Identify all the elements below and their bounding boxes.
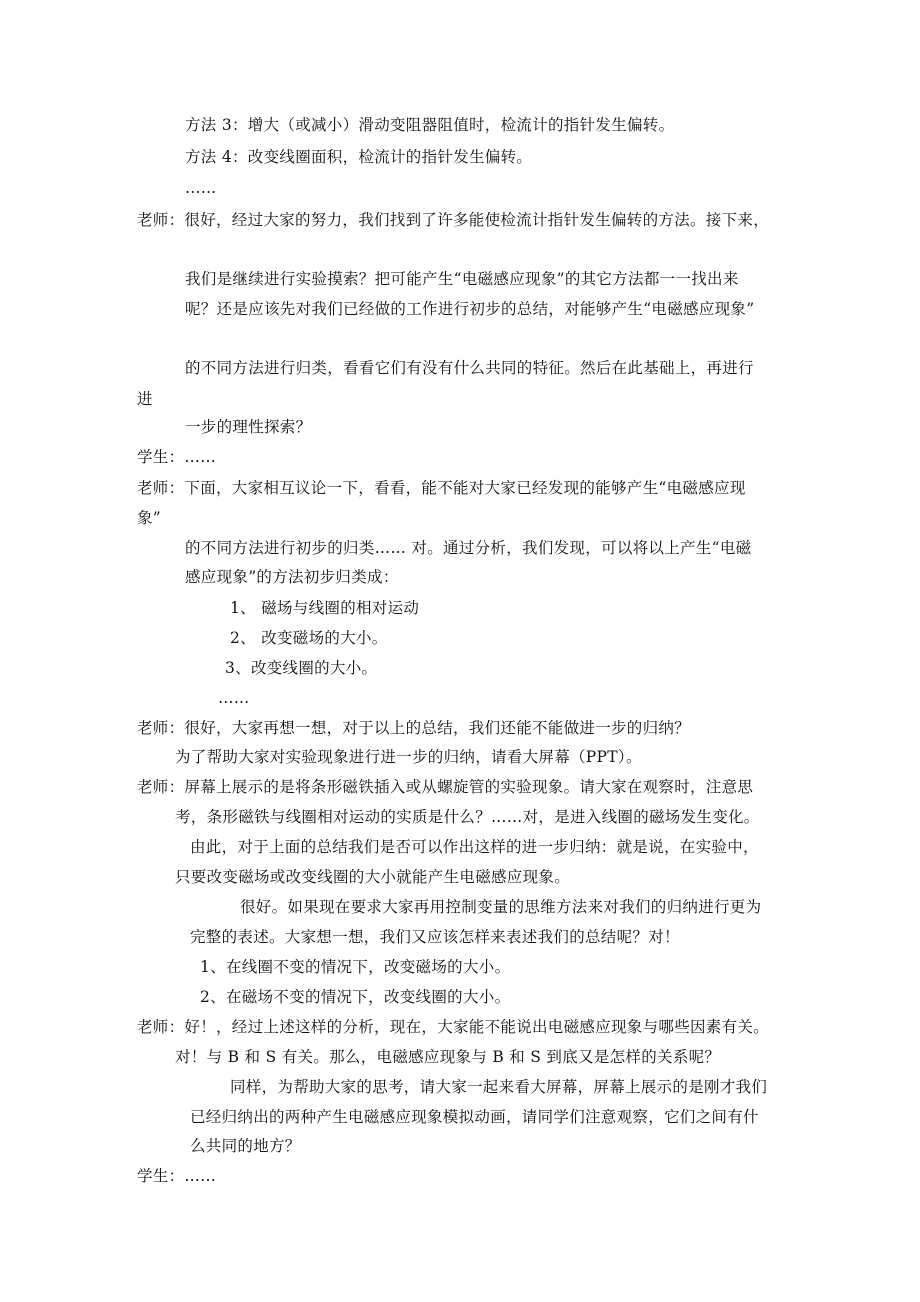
text-line: 一步的理性探索？ [185, 418, 312, 436]
teacher-line: 老师：下面，大家相互议论一下，看看，能不能对大家已经发现的能够产生“电磁感应现 [137, 479, 746, 497]
student-line: 学生：…… [137, 448, 217, 466]
teacher-line: 老师：屏幕上展示的是将条形磁铁插入或从螺旋管的实验现象。请大家在观察时，注意思 [137, 778, 754, 796]
teacher-line: 老师：好！，经过上述这样的分析，现在，大家能不能说出电磁感应现象与哪些因素有关。 [137, 1018, 770, 1036]
text-line: 感应现象”的方法初步归类成： [185, 568, 399, 586]
text-line: 由此，对于上面的总结我们是否可以作出这样的进一步归纳：就是说，在实验中， [190, 838, 759, 856]
text-line: 同样，为帮助大家的思考，请大家一起来看大屏幕，屏幕上展示的是刚才我们 [230, 1078, 768, 1096]
list-item: 1、在线圈不变的情况下，改变磁场的大小。 [200, 958, 511, 976]
text-line: 呢？还是应该先对我们已经做的工作进行初步的总结，对能够产生“电磁感应现象” [185, 300, 755, 318]
text-line: 的不同方法进行初步的归类…… 对。通过分析，我们发现，可以将以上产生“电磁 [185, 539, 752, 557]
text-line: 只要改变磁场或改变线圈的大小就能产生电磁感应现象。 [175, 868, 571, 886]
list-item: 2、在磁场不变的情况下，改变线圈的大小。 [200, 988, 511, 1006]
method-4-line: 方法 4：改变线圈面积，检流计的指针发生偏转。 [185, 148, 533, 166]
teacher-line: 老师：很好，大家再想一想，对于以上的总结，我们还能不能做进一步的归纳？ [137, 719, 691, 737]
list-item: 3、改变线圈的大小。 [225, 659, 378, 677]
text-line: 已经归纳出的两种产生电磁感应现象模拟动画，请同学们注意观察，它们之间有什 [190, 1108, 759, 1126]
text-line: 很好。如果现在要求大家再用控制变量的思维方法来对我们的归纳进行更为 [240, 898, 762, 916]
ellipsis-line: …… [218, 689, 250, 707]
text-line: 进 [137, 390, 153, 408]
text-line: 么共同的地方？ [190, 1137, 301, 1155]
ellipsis-line: …… [185, 179, 217, 197]
text-line: 完整的表述。大家想一想，我们又应该怎样来表述我们的总结呢？对！ [190, 928, 680, 946]
text-line: 对！与 B 和 S 有关。那么，电磁感应现象与 B 和 S 到底又是怎样的关系呢？ [175, 1048, 721, 1066]
method-3-line: 方法 3：增大（或减小）滑动变阻器阻值时，检流计的指针发生偏转。 [185, 116, 675, 134]
teacher-line: 老师：很好，经过大家的努力，我们找到了许多能使检流计指针发生偏转的方法。接下来， [137, 211, 770, 229]
text-line: 为了帮助大家对实验现象进行进一步的归纳，请看大屏幕（PPT）。 [175, 748, 642, 766]
student-line: 学生：…… [137, 1167, 217, 1185]
text-line: 我们是继续进行实验摸索？把可能产生“电磁感应现象”的其它方法都一一找出来 [185, 270, 739, 288]
list-item: 1、 磁场与线圈的相对运动 [230, 599, 420, 617]
text-line: 考，条形磁铁与线圈相对运动的实质是什么？……对，是进入线圈的磁场发生变化。 [175, 808, 760, 826]
text-line: 的不同方法进行归类，看看它们有没有什么共同的特征。然后在此基础上，再进行 [185, 359, 754, 377]
list-item: 2、 改变磁场的大小。 [230, 629, 388, 647]
text-line: 象” [137, 509, 162, 527]
